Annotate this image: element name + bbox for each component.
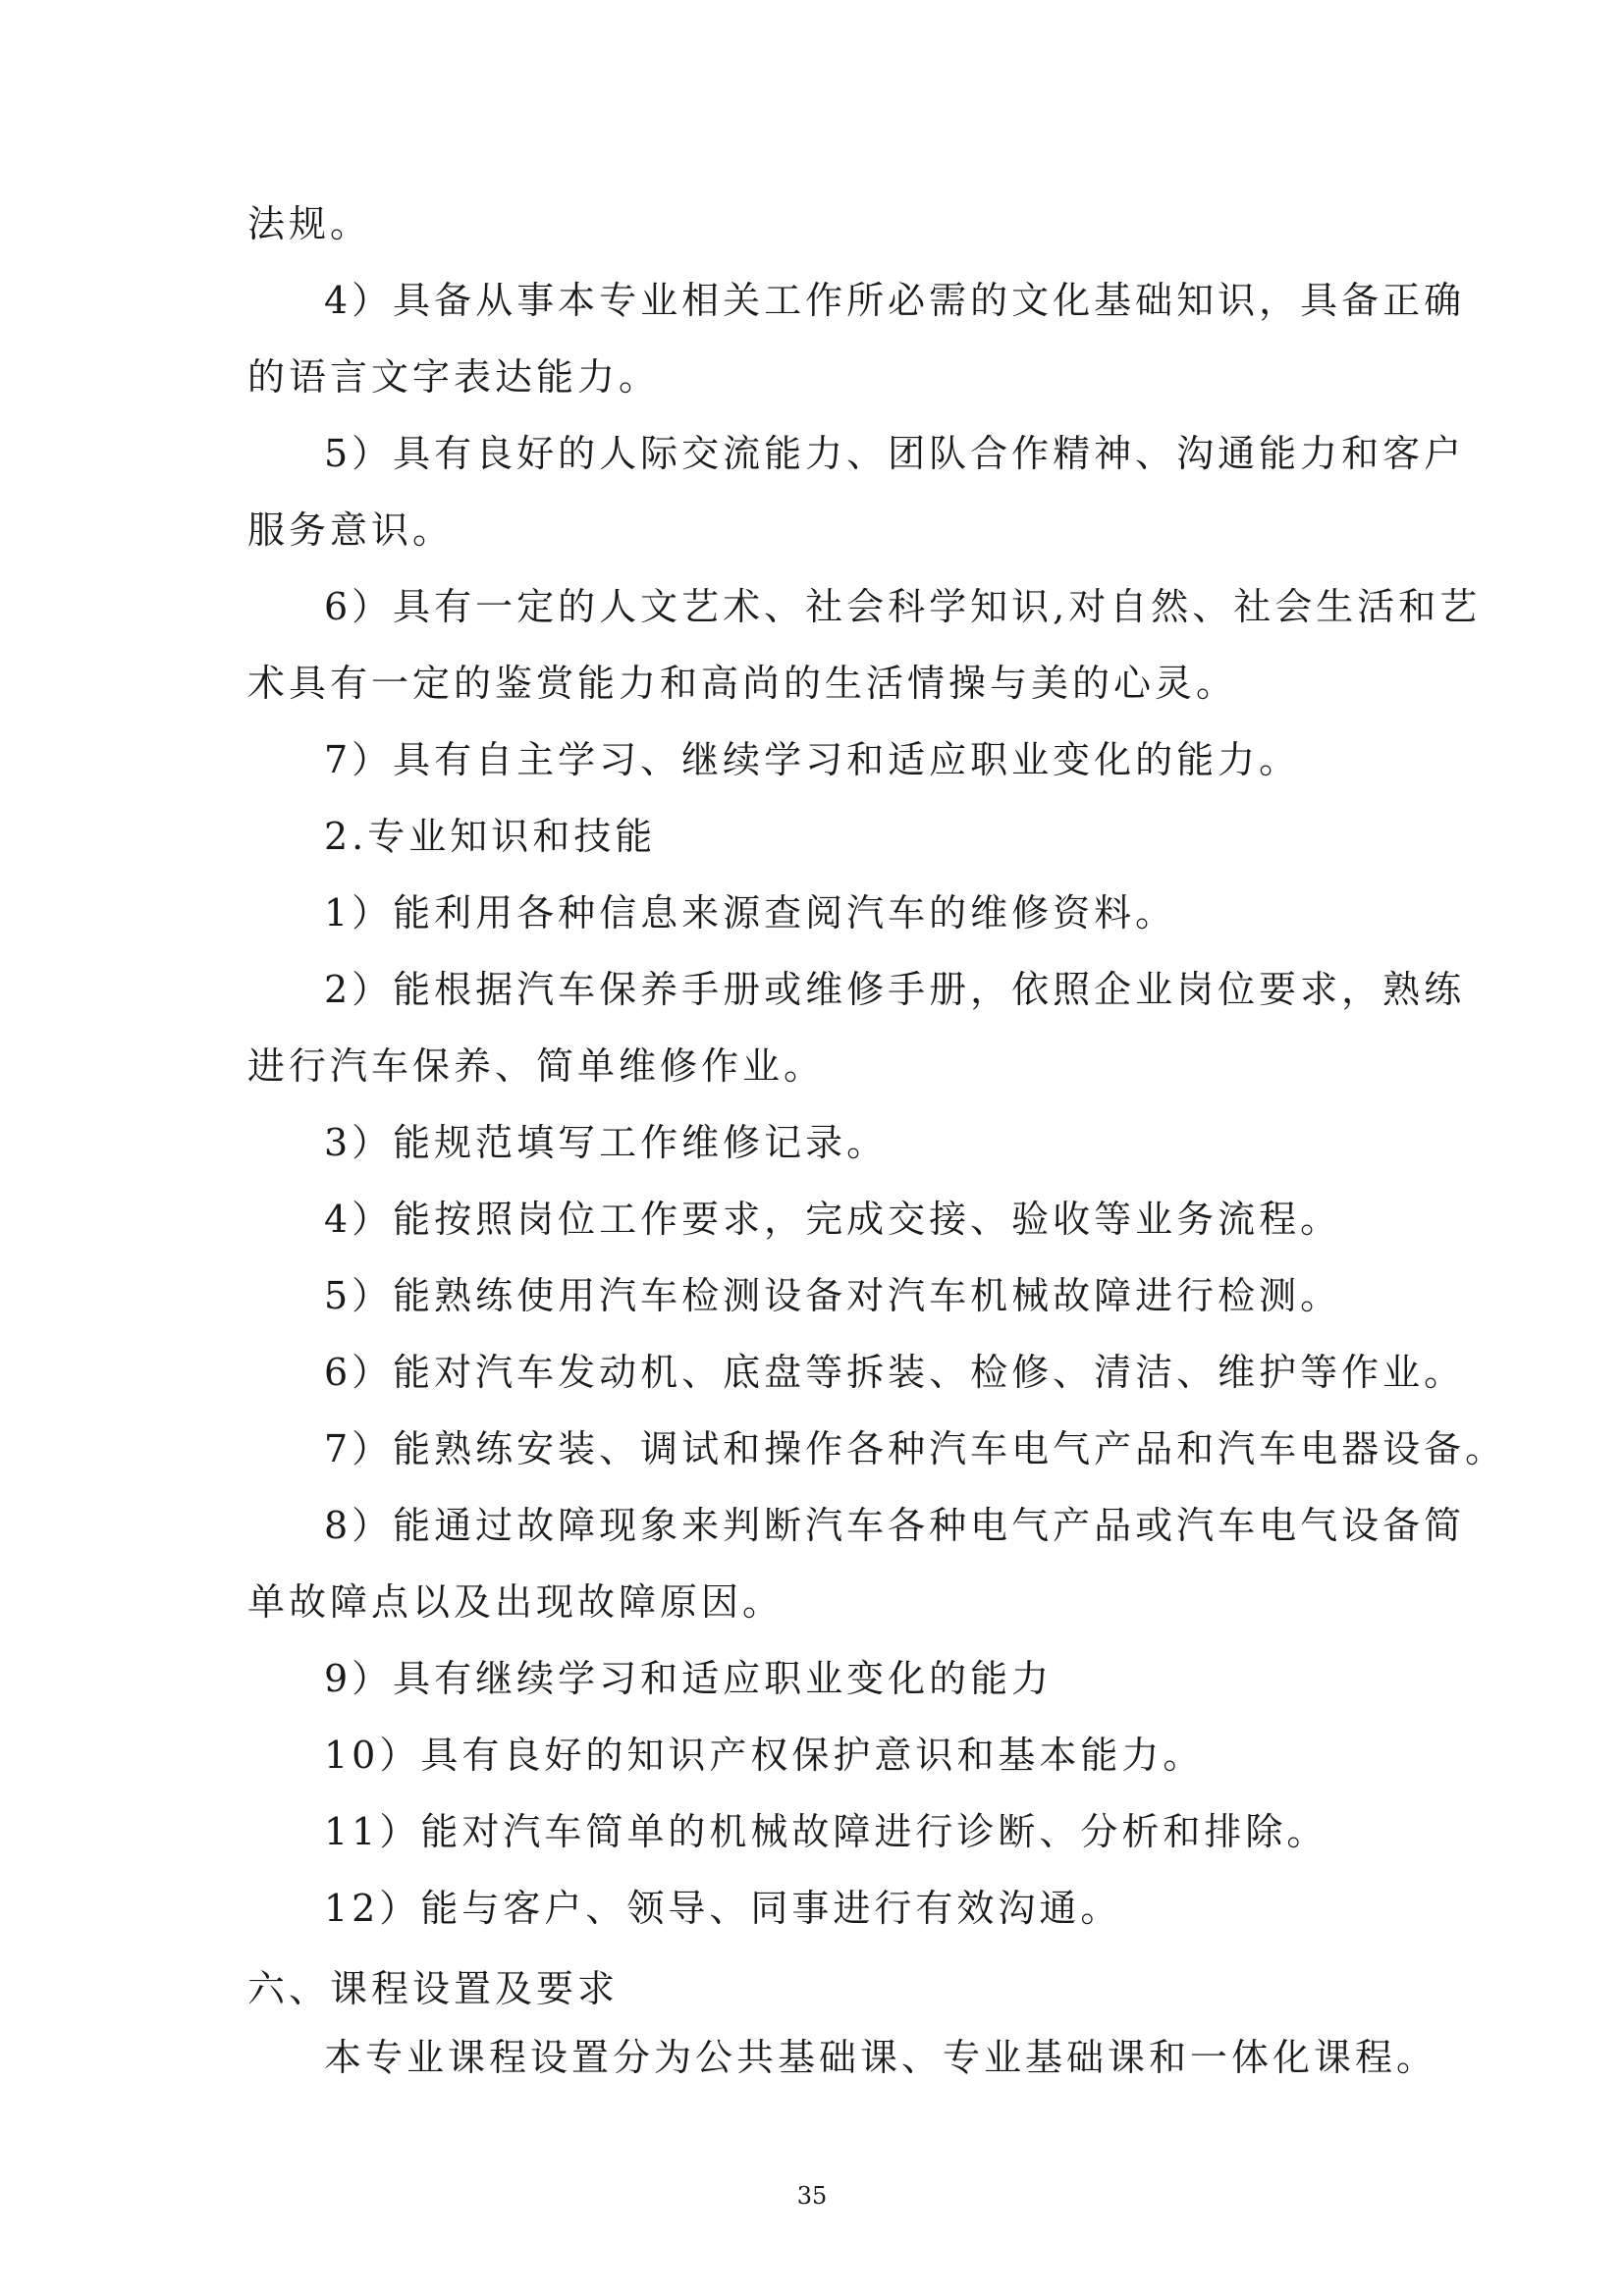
section-subheading: 2.专业知识和技能 (324, 815, 657, 858)
text-line-3: 的语言文字表达能力。 (247, 355, 661, 399)
text-line-8: 7）具有自主学习、继续学习和适应职业变化的能力。 (324, 738, 1301, 781)
text-line-17: 7）能熟练安装、调试和操作各种汽车电气产品和汽车电器设备。 (324, 1427, 1507, 1470)
text-line-7: 术具有一定的鉴赏能力和高尚的生活情操与美的心灵。 (247, 662, 1238, 705)
text-line-13: 3）能规范填写工作维修记录。 (324, 1121, 889, 1164)
section-heading: 六、课程设置及要求 (247, 1967, 620, 2010)
text-line-25: 本专业课程设置分为公共基础课、专业基础课和一体化课程。 (324, 2036, 1438, 2079)
text-line-23: 12）能与客户、领导、同事进行有效沟通。 (324, 1887, 1122, 1930)
text-line-18: 8）能通过故障现象来判断汽车各种电气产品或汽车电气设备简 (324, 1504, 1466, 1547)
text-line-12: 进行汽车保养、简单维修作业。 (247, 1044, 826, 1088)
text-line-20: 9）具有继续学习和适应职业变化的能力 (324, 1657, 1054, 1700)
text-line-16: 6）能对汽车发动机、底盘等拆装、检修、清洁、维护等作业。 (324, 1351, 1466, 1394)
text-line-4: 5）具有良好的人际交流能力、团队合作精神、沟通能力和客户 (324, 432, 1466, 475)
text-line-15: 5）能熟练使用汽车检测设备对汽车机械故障进行检测。 (324, 1274, 1342, 1317)
text-line-22: 11）能对汽车简单的机械故障进行诊断、分析和排除。 (324, 1810, 1328, 1853)
text-line-14: 4）能按照岗位工作要求，完成交接、验收等业务流程。 (324, 1198, 1342, 1241)
text-line-21: 10）具有良好的知识产权保护意识和基本能力。 (324, 1734, 1205, 1777)
text-line-11: 2）能根据汽车保养手册或维修手册，依照企业岗位要求，熟练 (324, 968, 1466, 1011)
text-line-5: 服务意识。 (247, 508, 455, 552)
text-line-19: 单故障点以及出现故障原因。 (247, 1580, 785, 1624)
text-line-10: 1）能利用各种信息来源查阅汽车的维修资料。 (324, 891, 1177, 934)
text-line-1: 法规。 (247, 202, 372, 245)
text-line-6: 6）具有一定的人文艺术、社会科学知识,对自然、社会生活和艺 (324, 585, 1482, 628)
page-number: 35 (796, 2182, 828, 2210)
text-line-2: 4）具备从事本专业相关工作所必需的文化基础知识，具备正确 (324, 279, 1466, 322)
